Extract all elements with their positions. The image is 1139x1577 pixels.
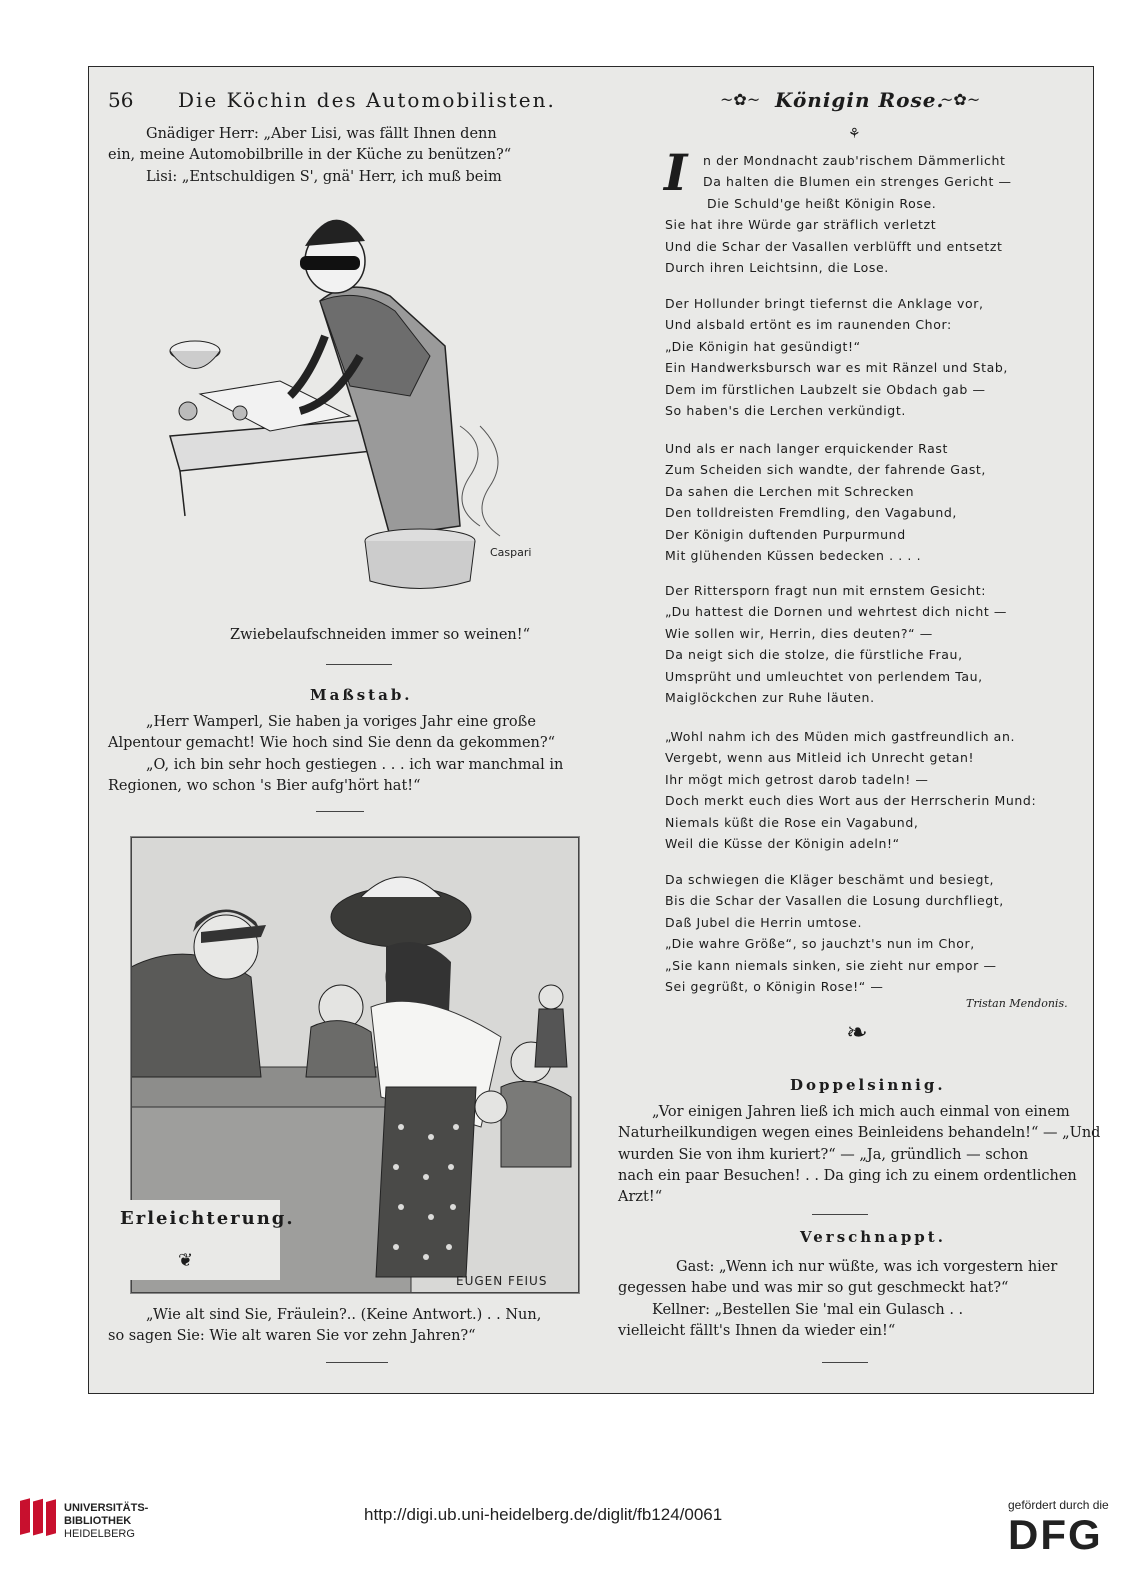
poem-line: n der Mondnacht zaub'rischem Dämmerlicht xyxy=(703,153,1006,168)
poem-line: Durch ihren Leichtsinn, die Lose. xyxy=(665,260,889,276)
divider xyxy=(326,1362,388,1363)
poem-line: „Die Königin hat gesündigt!“ xyxy=(665,338,861,354)
poem-line: Daß Jubel die Herrin umtose. xyxy=(665,914,863,930)
poem-line: Ein Handwerksbursch war es mit Ränzel und Stab, xyxy=(665,360,1009,376)
poem-line: Da schwiegen die Kläger beschämt und besiegt, xyxy=(665,872,995,887)
poem-line: So haben's die Lerchen verkündigt. xyxy=(665,403,906,419)
text-line: so sagen Sie: Wie alt waren Sie vor zehn Jahren?“ xyxy=(108,1328,476,1345)
section-title-doppelsinnig: Doppelsinnig. xyxy=(790,1076,946,1094)
poem-line: „Du hattest die Dornen und wehrtest dich nicht — xyxy=(665,604,1008,620)
section-title-massstab: Maßstab. xyxy=(310,686,413,704)
text-line: wurden Sie von ihm kuriert?“ — „Ja, gründlich — schon xyxy=(618,1146,1029,1163)
dialog-top xyxy=(108,124,586,188)
poem-line: Da halten die Blumen ein strenges Gericht — xyxy=(703,174,1012,190)
sponsor-text: gefördert durch die xyxy=(1008,1498,1109,1512)
right-page-title: Königin Rose. xyxy=(775,88,945,112)
text-line: Alpentour gemacht! Wie hoch sind Sie denn da gekommen?“ xyxy=(108,735,556,752)
poem-line: Die Schuld'ge heißt Königin Rose. xyxy=(707,195,937,211)
right-header-ornament: ~✿~ xyxy=(940,90,981,109)
text-line: „Wie alt sind Sie, Fräulein?.. (Keine Antwort.) . . Nun, xyxy=(146,1307,542,1323)
poem-line: „Sie kann niemals sinken, sie zieht nur empor — xyxy=(665,957,997,973)
cook-signature: Caspari xyxy=(490,546,532,559)
poem-line: Und als er nach langer erquickender Rast xyxy=(665,441,948,456)
text-line: „Vor einigen Jahren ließ ich mich auch einmal von einem xyxy=(652,1104,1070,1120)
poem-line: „Die wahre Größe“, so jauchzt's nun im Chor, xyxy=(665,936,975,952)
poem-line: Der Königin duftenden Purpurmund xyxy=(665,526,906,542)
text-line: „Herr Wamperl, Sie haben ja voriges Jahr eine große xyxy=(146,714,536,730)
section-title-verschnappt: Verschnappt. xyxy=(800,1228,946,1246)
caption-cook: Zwiebelaufschneiden immer so weinen!“ xyxy=(230,627,530,643)
source-url-link[interactable]: http://digi.ub.uni-heidelberg.de/diglit/fb124/0061 xyxy=(364,1505,723,1524)
erleichterung-signature: EUGEN FEIUS xyxy=(456,1274,548,1288)
text-line: nach ein paar Besuchen! . . Da ging ich zu einem ordentlichen xyxy=(618,1167,1077,1184)
poem-stanza-5 xyxy=(665,726,1085,854)
poem-line: Niemals küßt die Rose ein Vagabund, xyxy=(665,814,919,830)
left-header-ornament: ~✿~ xyxy=(720,90,761,109)
cook-drawing xyxy=(160,186,560,606)
poem-stanza-1 xyxy=(664,143,1085,278)
text-line: Kellner: „Bestellen Sie 'mal ein Gulasch . . xyxy=(652,1301,964,1318)
text-line: vielleicht fällt's Ihnen da wieder ein!“ xyxy=(618,1322,896,1339)
poem-line: Zum Scheiden sich wandte, der fahrende Gast, xyxy=(665,462,987,478)
flower-ornament: ❧ xyxy=(846,1018,868,1048)
poem-line: Doch merkt euch dies Wort aus der Herrscherin Mund: xyxy=(665,793,1037,809)
divider xyxy=(822,1362,868,1363)
poem-line: Mit glühenden Küssen bedecken . . . . xyxy=(665,548,922,564)
page-number: 56 xyxy=(108,88,134,112)
library-line: BIBLIOTHEK xyxy=(64,1515,132,1527)
poem-stanza-3 xyxy=(665,438,1085,566)
library-line: HEIDELBERG xyxy=(64,1528,135,1540)
massstab-text xyxy=(108,712,586,797)
divider xyxy=(812,1214,868,1215)
text-line: Arzt!“ xyxy=(618,1189,663,1206)
poem-line: Wie sollen wir, Herrin, dies deuten?“ — xyxy=(665,625,933,641)
verschnappt-text xyxy=(618,1257,1074,1342)
library-name[interactable] xyxy=(64,1502,148,1541)
poem-line: Sie hat ihre Würde gar sträflich verletzt xyxy=(665,217,937,233)
section-title-erleichterung: Erleichterung. xyxy=(120,1208,295,1229)
poem-line: Da neigt sich die stolze, die fürstliche Frau, xyxy=(665,647,963,663)
poem-line: Da sahen die Lerchen mit Schrecken xyxy=(665,483,915,499)
poem-line: Bis die Schar der Vasallen die Losung durchfliegt, xyxy=(665,893,1004,909)
poem-stanza-2 xyxy=(665,293,1085,421)
text-line: Naturheilkundigen wegen eines Beinleidens behandeln!“ — „Und xyxy=(618,1125,1101,1142)
cook-illustration xyxy=(160,186,560,606)
dialog-line: Gnädiger Herr: „Aber Lisi, was fällt Ihnen denn xyxy=(146,126,497,142)
poem-author: Tristan Mendonis. xyxy=(966,997,1068,1010)
text-line: gegessen habe und was mir so gut geschmeckt hat?“ xyxy=(618,1280,1009,1297)
text-line: Gast: „Wenn ich nur wüßte, was ich vorgestern hier xyxy=(676,1259,1058,1275)
divider xyxy=(316,811,364,812)
dialog-line: Lisi: „Entschuldigen S', gnä' Herr, ich muß beim xyxy=(146,168,502,185)
doppelsinnig-text xyxy=(618,1102,1101,1208)
poem-stanza-6 xyxy=(665,869,1085,997)
dfg-logo[interactable]: DFG xyxy=(1008,1511,1103,1558)
poem-line: Der Hollunder bringt tiefernst die Anklage vor, xyxy=(665,296,984,311)
poem-initial: I xyxy=(664,143,688,202)
poem-line: Umsprüht und umleuchtet von perlendem Tau, xyxy=(665,668,983,684)
poem-line: Weil die Küsse der Königin adeln!“ xyxy=(665,836,900,852)
divider xyxy=(326,664,392,665)
poem-line: Der Rittersporn fragt nun mit ernstem Gesicht: xyxy=(665,583,987,598)
poem-line: Ihr mögt mich getrost darob tadeln! — xyxy=(665,771,929,787)
caption-erleichterung xyxy=(108,1305,586,1348)
library-line: UNIVERSITÄTS- xyxy=(64,1502,149,1514)
poem-line: Sei gegrüßt, o Königin Rose!“ — xyxy=(665,979,884,995)
erleichterung-ornament: ❦ xyxy=(178,1250,194,1271)
poem-line: Und alsbald ertönt es im raunenden Chor: xyxy=(665,317,952,333)
poem-line: Dem im fürstlichen Laubzelt sie Obdach gab — xyxy=(665,381,986,397)
poem-ornament: ⚘ xyxy=(848,126,861,142)
dialog-line: ein, meine Automobilbrille in der Küche zu benützen?“ xyxy=(108,147,512,164)
library-logo-icon xyxy=(16,1496,60,1540)
text-line: Regionen, wo schon 's Bier aufg'hört hat!“ xyxy=(108,777,421,794)
poem-stanza-4 xyxy=(665,580,1085,708)
left-page-title: Die Köchin des Automobilisten. xyxy=(178,88,556,112)
text-line: „O, ich bin sehr hoch gestiegen . . . ich war manchmal in xyxy=(146,756,564,773)
poem-line: Und die Schar der Vasallen verblüfft und entsetzt xyxy=(665,238,1003,254)
poem-line: Vergebt, wenn aus Mitleid ich Unrecht getan! xyxy=(665,750,975,766)
poem-line: Den tolldreisten Fremdling, den Vagabund, xyxy=(665,505,958,521)
poem-line: Maiglöckchen zur Ruhe läuten. xyxy=(665,690,875,706)
poem-line: „Wohl nahm ich des Müden mich gastfreundlich an. xyxy=(665,729,1016,744)
